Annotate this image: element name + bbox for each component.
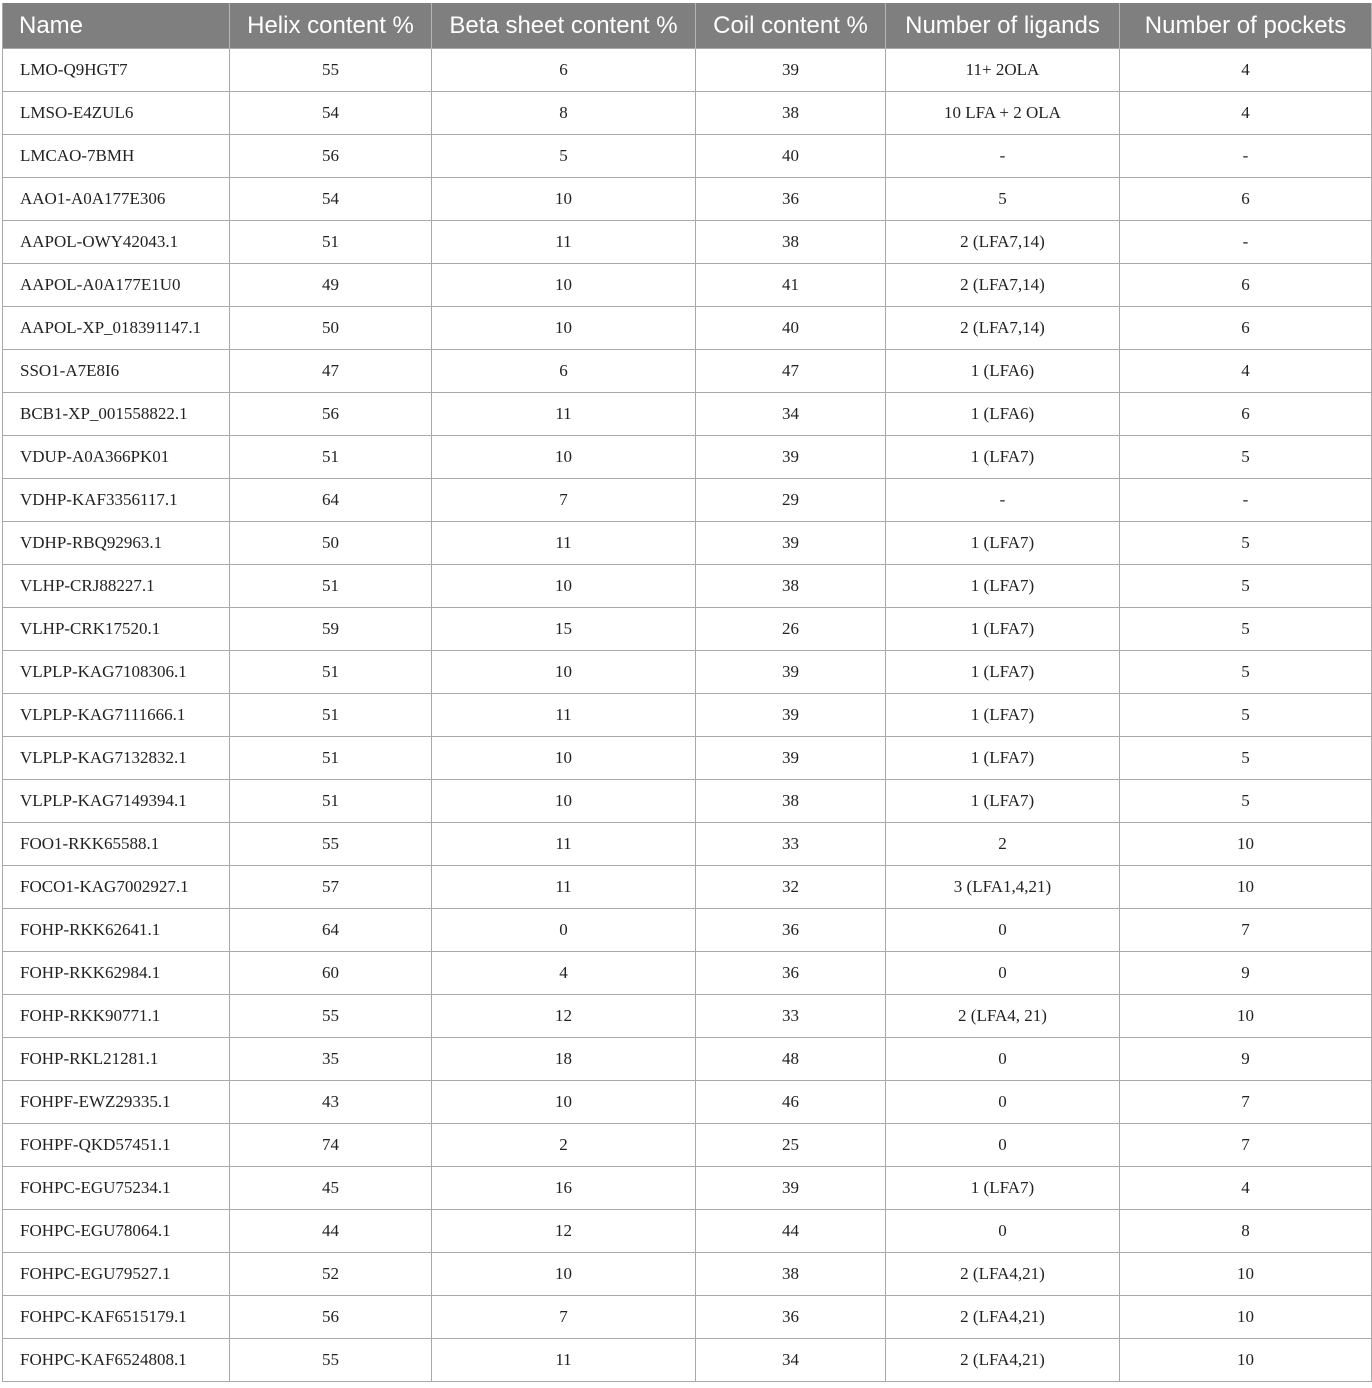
cell-ligands: 1 (LFA7) [886, 436, 1120, 479]
cell-coil: 41 [696, 264, 886, 307]
cell-pockets: 5 [1120, 694, 1372, 737]
cell-ligands: 1 (LFA6) [886, 393, 1120, 436]
table-row [3, 780, 1372, 823]
cell-ligands: 1 (LFA7) [886, 737, 1120, 780]
cell-beta-sheet: 7 [432, 479, 696, 522]
table-row [3, 264, 1372, 307]
cell-pockets: 5 [1120, 780, 1372, 823]
cell-coil: 38 [696, 92, 886, 135]
cell-pockets: 10 [1120, 866, 1372, 909]
cell-name: FOHPF-QKD57451.1 [3, 1124, 230, 1167]
table-row [3, 565, 1372, 608]
cell-coil: 47 [696, 350, 886, 393]
cell-helix: 44 [230, 1210, 432, 1253]
cell-coil: 39 [696, 522, 886, 565]
cell-ligands: 0 [886, 909, 1120, 952]
cell-name: LMCAO-7BMH [3, 135, 230, 178]
cell-beta-sheet: 10 [432, 264, 696, 307]
cell-name: FOHP-RKK90771.1 [3, 995, 230, 1038]
cell-helix: 55 [230, 823, 432, 866]
cell-helix: 52 [230, 1253, 432, 1296]
cell-name: BCB1-XP_001558822.1 [3, 393, 230, 436]
table-row [3, 393, 1372, 436]
cell-pockets: - [1120, 135, 1372, 178]
cell-coil: 39 [696, 694, 886, 737]
cell-beta-sheet: 10 [432, 737, 696, 780]
table-row [3, 737, 1372, 780]
cell-helix: 56 [230, 135, 432, 178]
cell-pockets: 4 [1120, 350, 1372, 393]
cell-helix: 55 [230, 995, 432, 1038]
cell-name: VDHP-KAF3356117.1 [3, 479, 230, 522]
cell-helix: 51 [230, 436, 432, 479]
table-row [3, 694, 1372, 737]
table-row [3, 221, 1372, 264]
cell-pockets: 6 [1120, 178, 1372, 221]
cell-name: AAPOL-A0A177E1U0 [3, 264, 230, 307]
cell-pockets: 10 [1120, 1296, 1372, 1339]
cell-beta-sheet: 10 [432, 307, 696, 350]
cell-coil: 26 [696, 608, 886, 651]
cell-beta-sheet: 11 [432, 823, 696, 866]
cell-pockets: 5 [1120, 565, 1372, 608]
cell-coil: 34 [696, 1339, 886, 1382]
cell-ligands: 1 (LFA7) [886, 694, 1120, 737]
column-header-coil: Coil content % [696, 3, 886, 49]
table-row [3, 823, 1372, 866]
cell-helix: 64 [230, 909, 432, 952]
cell-coil: 36 [696, 178, 886, 221]
column-header-beta-sheet: Beta sheet content % [432, 3, 696, 49]
cell-name: VLHP-CRJ88227.1 [3, 565, 230, 608]
cell-name: LMO-Q9HGT7 [3, 49, 230, 92]
table-row [3, 1210, 1372, 1253]
cell-helix: 51 [230, 651, 432, 694]
cell-ligands: 1 (LFA7) [886, 651, 1120, 694]
cell-beta-sheet: 2 [432, 1124, 696, 1167]
cell-coil: 36 [696, 1296, 886, 1339]
cell-coil: 39 [696, 1167, 886, 1210]
cell-pockets: 8 [1120, 1210, 1372, 1253]
cell-name: LMSO-E4ZUL6 [3, 92, 230, 135]
cell-helix: 35 [230, 1038, 432, 1081]
cell-beta-sheet: 12 [432, 1210, 696, 1253]
cell-name: AAO1-A0A177E306 [3, 178, 230, 221]
cell-ligands: 2 (LFA4,21) [886, 1296, 1120, 1339]
cell-ligands: 1 (LFA7) [886, 780, 1120, 823]
cell-helix: 74 [230, 1124, 432, 1167]
table-row [3, 995, 1372, 1038]
cell-helix: 47 [230, 350, 432, 393]
cell-pockets: 7 [1120, 1124, 1372, 1167]
cell-beta-sheet: 11 [432, 393, 696, 436]
table-row [3, 307, 1372, 350]
cell-coil: 38 [696, 780, 886, 823]
cell-ligands: 0 [886, 1038, 1120, 1081]
cell-coil: 33 [696, 823, 886, 866]
cell-beta-sheet: 5 [432, 135, 696, 178]
cell-ligands: 1 (LFA6) [886, 350, 1120, 393]
cell-coil: 38 [696, 565, 886, 608]
cell-name: VLHP-CRK17520.1 [3, 608, 230, 651]
table-row [3, 608, 1372, 651]
cell-name: SSO1-A7E8I6 [3, 350, 230, 393]
cell-pockets: 4 [1120, 1167, 1372, 1210]
cell-coil: 32 [696, 866, 886, 909]
cell-ligands: 3 (LFA1,4,21) [886, 866, 1120, 909]
cell-beta-sheet: 0 [432, 909, 696, 952]
cell-helix: 51 [230, 694, 432, 737]
cell-name: FOHPC-EGU78064.1 [3, 1210, 230, 1253]
cell-pockets: 9 [1120, 1038, 1372, 1081]
table-row [3, 1339, 1372, 1382]
cell-name: FOHPF-EWZ29335.1 [3, 1081, 230, 1124]
cell-name: FOHPC-KAF6515179.1 [3, 1296, 230, 1339]
cell-name: VLPLP-KAG7111666.1 [3, 694, 230, 737]
cell-beta-sheet: 11 [432, 694, 696, 737]
table-row [3, 952, 1372, 995]
cell-ligands: 1 (LFA7) [886, 522, 1120, 565]
cell-pockets: 5 [1120, 522, 1372, 565]
cell-name: FOO1-RKK65588.1 [3, 823, 230, 866]
cell-beta-sheet: 10 [432, 565, 696, 608]
cell-beta-sheet: 4 [432, 952, 696, 995]
cell-ligands: 1 (LFA7) [886, 565, 1120, 608]
table-row [3, 1253, 1372, 1296]
cell-coil: 25 [696, 1124, 886, 1167]
cell-coil: 46 [696, 1081, 886, 1124]
cell-helix: 49 [230, 264, 432, 307]
cell-pockets: 7 [1120, 909, 1372, 952]
cell-coil: 39 [696, 737, 886, 780]
table-row [3, 92, 1372, 135]
cell-pockets: - [1120, 221, 1372, 264]
table-header [3, 3, 1372, 49]
cell-beta-sheet: 11 [432, 522, 696, 565]
cell-helix: 45 [230, 1167, 432, 1210]
cell-pockets: 10 [1120, 823, 1372, 866]
cell-ligands: 1 (LFA7) [886, 1167, 1120, 1210]
table-row [3, 1167, 1372, 1210]
table-row [3, 479, 1372, 522]
cell-coil: 29 [696, 479, 886, 522]
cell-pockets: 6 [1120, 307, 1372, 350]
cell-coil: 34 [696, 393, 886, 436]
cell-pockets: 5 [1120, 436, 1372, 479]
cell-helix: 56 [230, 393, 432, 436]
cell-name: VDUP-A0A366PK01 [3, 436, 230, 479]
cell-pockets: 5 [1120, 651, 1372, 694]
table-body [3, 49, 1372, 1382]
column-header-pockets: Number of pockets [1120, 3, 1372, 49]
cell-beta-sheet: 10 [432, 178, 696, 221]
table-row [3, 1081, 1372, 1124]
cell-helix: 54 [230, 92, 432, 135]
column-header-name: Name [3, 3, 230, 49]
cell-helix: 56 [230, 1296, 432, 1339]
cell-ligands: 5 [886, 178, 1120, 221]
cell-pockets: - [1120, 479, 1372, 522]
cell-helix: 55 [230, 1339, 432, 1382]
cell-ligands: 0 [886, 952, 1120, 995]
cell-coil: 39 [696, 49, 886, 92]
cell-beta-sheet: 10 [432, 436, 696, 479]
cell-pockets: 5 [1120, 608, 1372, 651]
cell-helix: 55 [230, 49, 432, 92]
cell-ligands: 1 (LFA7) [886, 608, 1120, 651]
table-row [3, 1296, 1372, 1339]
cell-beta-sheet: 6 [432, 350, 696, 393]
cell-ligands: - [886, 479, 1120, 522]
cell-coil: 33 [696, 995, 886, 1038]
table-row [3, 135, 1372, 178]
cell-helix: 43 [230, 1081, 432, 1124]
cell-ligands: 2 [886, 823, 1120, 866]
column-header-helix: Helix content % [230, 3, 432, 49]
table-row [3, 436, 1372, 479]
cell-beta-sheet: 16 [432, 1167, 696, 1210]
column-header-ligands: Number of ligands [886, 3, 1120, 49]
header-row [3, 3, 1372, 49]
cell-pockets: 4 [1120, 92, 1372, 135]
cell-beta-sheet: 6 [432, 49, 696, 92]
cell-ligands: 2 (LFA4, 21) [886, 995, 1120, 1038]
cell-helix: 51 [230, 780, 432, 823]
table-row [3, 178, 1372, 221]
cell-name: FOHP-RKK62984.1 [3, 952, 230, 995]
cell-name: VLPLP-KAG7108306.1 [3, 651, 230, 694]
cell-helix: 50 [230, 307, 432, 350]
cell-name: FOHPC-KAF6524808.1 [3, 1339, 230, 1382]
table-row [3, 1038, 1372, 1081]
cell-helix: 51 [230, 565, 432, 608]
cell-pockets: 4 [1120, 49, 1372, 92]
cell-beta-sheet: 7 [432, 1296, 696, 1339]
cell-name: VLPLP-KAG7132832.1 [3, 737, 230, 780]
table-row [3, 866, 1372, 909]
cell-beta-sheet: 8 [432, 92, 696, 135]
cell-name: AAPOL-XP_018391147.1 [3, 307, 230, 350]
cell-pockets: 6 [1120, 264, 1372, 307]
cell-ligands: 10 LFA + 2 OLA [886, 92, 1120, 135]
cell-name: FOCO1-KAG7002927.1 [3, 866, 230, 909]
cell-pockets: 5 [1120, 737, 1372, 780]
table-row [3, 522, 1372, 565]
cell-pockets: 6 [1120, 393, 1372, 436]
cell-ligands: 0 [886, 1081, 1120, 1124]
cell-coil: 39 [696, 651, 886, 694]
cell-ligands: 2 (LFA7,14) [886, 307, 1120, 350]
cell-beta-sheet: 15 [432, 608, 696, 651]
cell-beta-sheet: 11 [432, 866, 696, 909]
cell-helix: 50 [230, 522, 432, 565]
cell-beta-sheet: 18 [432, 1038, 696, 1081]
cell-beta-sheet: 10 [432, 651, 696, 694]
cell-coil: 38 [696, 221, 886, 264]
table-row [3, 49, 1372, 92]
cell-beta-sheet: 10 [432, 780, 696, 823]
cell-coil: 36 [696, 952, 886, 995]
cell-beta-sheet: 10 [432, 1081, 696, 1124]
cell-coil: 40 [696, 135, 886, 178]
table-row [3, 909, 1372, 952]
cell-ligands: 0 [886, 1124, 1120, 1167]
cell-name: AAPOL-OWY42043.1 [3, 221, 230, 264]
cell-ligands: 0 [886, 1210, 1120, 1253]
protein-structure-table [2, 3, 1372, 1382]
cell-ligands: 2 (LFA4,21) [886, 1253, 1120, 1296]
table-row [3, 350, 1372, 393]
cell-helix: 51 [230, 221, 432, 264]
cell-name: FOHPC-EGU79527.1 [3, 1253, 230, 1296]
cell-coil: 38 [696, 1253, 886, 1296]
cell-helix: 59 [230, 608, 432, 651]
cell-beta-sheet: 11 [432, 221, 696, 264]
cell-name: VLPLP-KAG7149394.1 [3, 780, 230, 823]
cell-ligands: - [886, 135, 1120, 178]
cell-coil: 40 [696, 307, 886, 350]
cell-pockets: 10 [1120, 1253, 1372, 1296]
cell-helix: 64 [230, 479, 432, 522]
cell-helix: 51 [230, 737, 432, 780]
table-row [3, 1124, 1372, 1167]
cell-pockets: 9 [1120, 952, 1372, 995]
cell-pockets: 10 [1120, 1339, 1372, 1382]
cell-ligands: 2 (LFA4,21) [886, 1339, 1120, 1382]
cell-pockets: 7 [1120, 1081, 1372, 1124]
cell-name: FOHP-RKL21281.1 [3, 1038, 230, 1081]
cell-helix: 57 [230, 866, 432, 909]
cell-helix: 54 [230, 178, 432, 221]
cell-coil: 39 [696, 436, 886, 479]
cell-name: VDHP-RBQ92963.1 [3, 522, 230, 565]
cell-beta-sheet: 11 [432, 1339, 696, 1382]
cell-coil: 44 [696, 1210, 886, 1253]
table-row [3, 651, 1372, 694]
cell-coil: 48 [696, 1038, 886, 1081]
cell-ligands: 2 (LFA7,14) [886, 264, 1120, 307]
cell-helix: 60 [230, 952, 432, 995]
cell-coil: 36 [696, 909, 886, 952]
cell-beta-sheet: 10 [432, 1253, 696, 1296]
cell-name: FOHP-RKK62641.1 [3, 909, 230, 952]
cell-ligands: 11+ 2OLA [886, 49, 1120, 92]
cell-pockets: 10 [1120, 995, 1372, 1038]
cell-ligands: 2 (LFA7,14) [886, 221, 1120, 264]
cell-beta-sheet: 12 [432, 995, 696, 1038]
cell-name: FOHPC-EGU75234.1 [3, 1167, 230, 1210]
